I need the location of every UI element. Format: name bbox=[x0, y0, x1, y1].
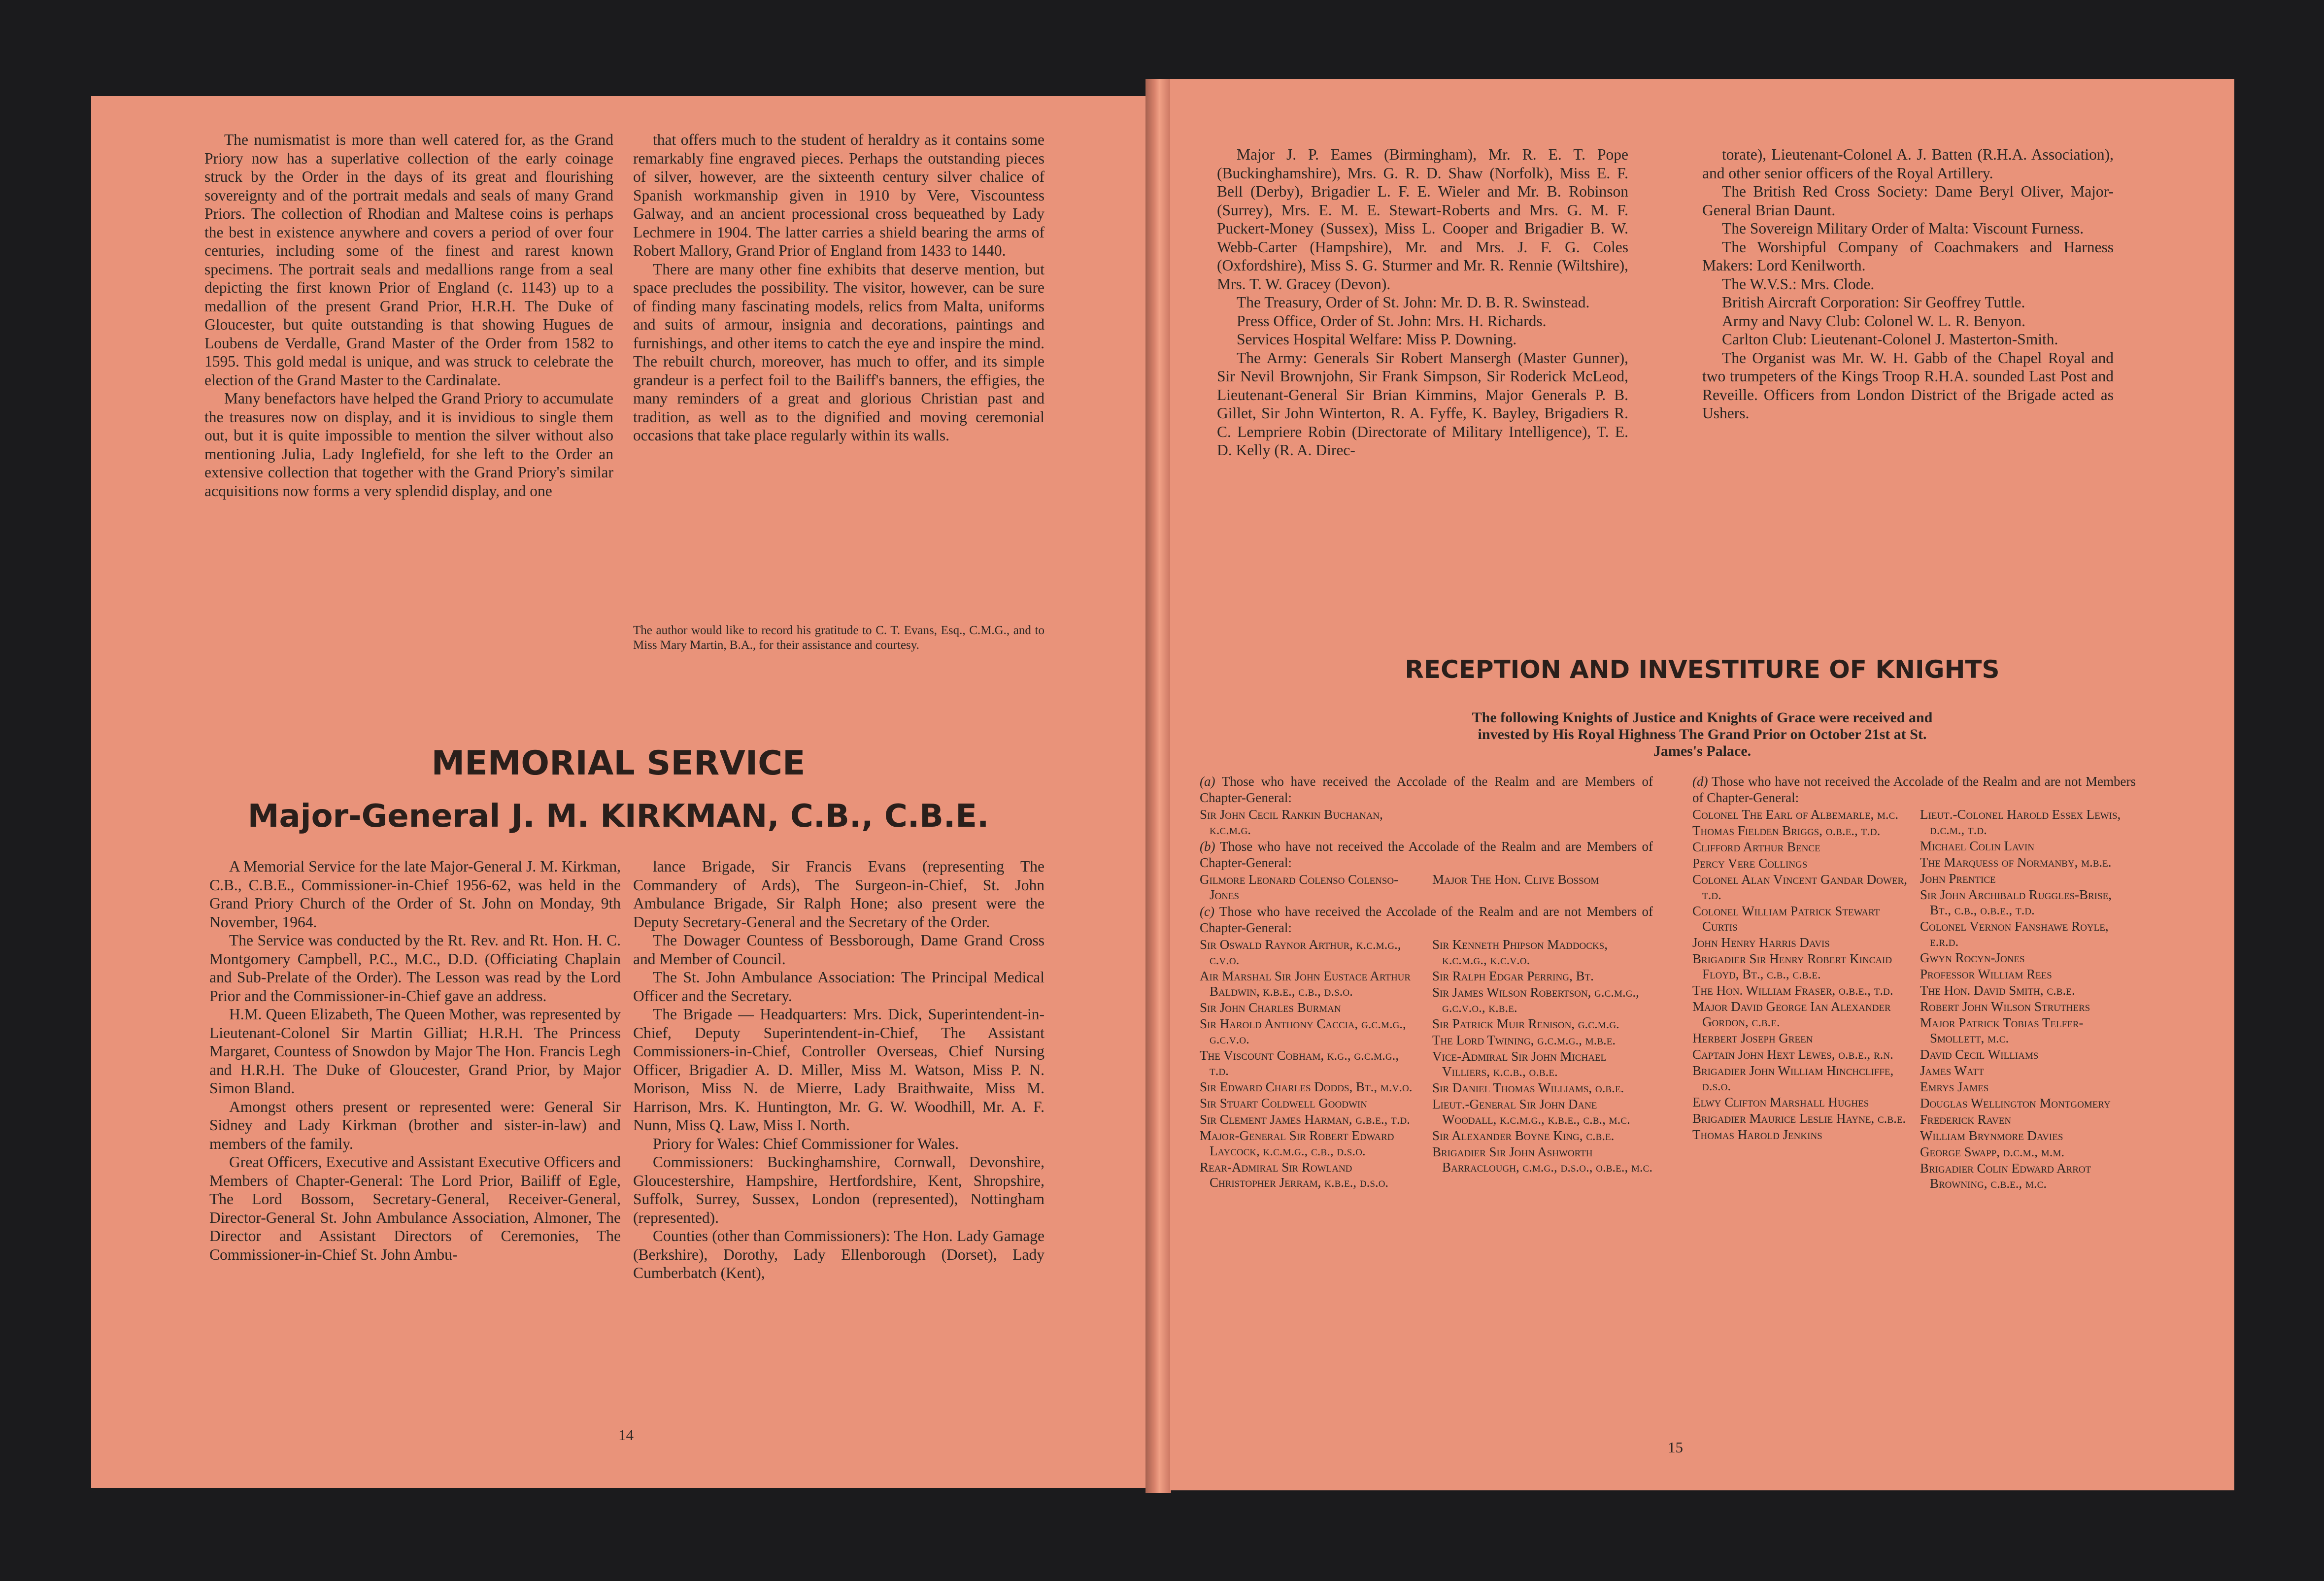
paragraph: There are many other fine exhibits that deserve mention, but space precludes the possibility. The visitor, however, can be sure of finding many fascinating models, relics from Malta, uniforms and suits of armour, insignia and decorations, paintings and furnishings, and other items to catch the eye and inspire the mind. The rebuilt church, moreover, has much to offer, and its simple grandeur is a perfect foil to the Bailiff's banners, the effigies, the many reminders of a great and glorious Christian past and tradition, as well as to the dignified and moving ceremonial occasions that take place regularly within its walls. bbox=[633, 260, 1044, 444]
knight-name: Michael Colin Lavin bbox=[1920, 839, 2035, 853]
category-description bbox=[1692, 774, 2136, 806]
knight-name: The Marquess of Normanby, m.b.e. bbox=[1920, 855, 2112, 870]
paragraph: Army and Navy Club: Colonel W. L. R. Benyon. bbox=[1722, 312, 2025, 330]
knight-name: The Hon. William Fraser, o.b.e., t.d. bbox=[1692, 983, 1893, 998]
knight-name: Thomas Harold Jenkins bbox=[1692, 1127, 1822, 1142]
knight-name: Emrys James bbox=[1920, 1079, 1989, 1094]
names-column bbox=[1432, 937, 1653, 1191]
category-letter: (d) bbox=[1692, 774, 1708, 789]
knight-name: Brigadier Colin Edward Arrot Browning, c.b.e., m.c. bbox=[1920, 1161, 2091, 1191]
knight-name: Sir James Wilson Robertson, g.c.m.g., g.c.v.o., k.b.e. bbox=[1432, 985, 1639, 1015]
knight-name: Sir John Cecil Rankin Buchanan, k.c.m.g. bbox=[1200, 807, 1383, 837]
names-column bbox=[1200, 937, 1420, 1191]
left-col-4 bbox=[633, 857, 1044, 1414]
knight-name: Douglas Wellington Montgomery bbox=[1920, 1096, 2111, 1110]
knight-name: Lieut.-General Sir John Dane Woodall, k.c.m.g., k.b.e., c.b., m.c. bbox=[1432, 1097, 1630, 1127]
paragraph: The Service was conducted by the Rt. Rev. and Rt. Hon. H. C. Montgomery Campbell, P.C., M.C., D.D. (Officiating Chaplain and Sub-Prelate of the Order). The Lesson was read by the Lord Prior and the Commissioner-in-Chief gave an address. bbox=[209, 932, 621, 1005]
knight-name: Vice-Admiral Sir John Michael Villiers, k.c.b., o.b.e. bbox=[1432, 1049, 1607, 1079]
knight-name: Sir Oswald Raynor Arthur, k.c.m.g., c.v.o. bbox=[1200, 937, 1401, 967]
knight-name: Sir John Charles Burman bbox=[1200, 1000, 1341, 1015]
knight-name: Frederick Raven bbox=[1920, 1112, 2012, 1127]
paragraph: The Brigade — Headquarters: Mrs. Dick, Superintendent-in-Chief, Deputy Superintendent-in-Chief, The Assistant Commissioners-in-Chief, Controller Overseas, Chief Nursing Officer, Brigadier A. D. Miller, Miss M. Watson, Miss P. N. Morison, Miss N. de Mierre, Lady Braithwaite, Miss M. Harrison, Mrs. K. Huntington, Mr. G. W. Woodhill, Mr. A. F. Nunn, Miss Q. Law, Miss I. North. bbox=[633, 1006, 1044, 1134]
knights-list-right bbox=[1692, 774, 2136, 1468]
category-text: Those who have not received the Accolade of the Realm and are not Members of Chapter-General: bbox=[1692, 774, 2136, 805]
paragraph: The Treasury, Order of St. John: Mr. D. B. R. Swinstead. bbox=[1237, 294, 1590, 311]
paragraph: The Worshipful Company of Coachmakers and Harness Makers: Lord Kenilworth. bbox=[1702, 238, 2114, 274]
paragraph: A Memorial Service for the late Major-General J. M. Kirkman, C.B., C.B.E., Commissioner-in-Chief 1956-62, was held in the Grand Priory Church of the Order of St. John on Monday, 9th November, 1964. bbox=[209, 858, 621, 931]
category-text: Those who have received the Accolade of the Realm and are not Members of Chapter-General: bbox=[1200, 904, 1653, 935]
category-text: Those who have not received the Accolade of the Realm and are Members of Chapter-General: bbox=[1200, 839, 1653, 870]
knight-name: Brigadier Maurice Leslie Hayne, c.b.e. bbox=[1692, 1111, 1906, 1126]
names-columns bbox=[1692, 807, 2136, 1192]
author-credit: The author would like to record his gratitude to C. T. Evans, Esq., C.M.G., and to Miss Mary Martin, B.A., for their assistance and courtesy. bbox=[633, 624, 1044, 652]
left-col-2 bbox=[633, 131, 1044, 604]
paragraph: Press Office, Order of St. John: Mrs. H. Richards. bbox=[1237, 312, 1547, 330]
knight-name: Gwyn Rocyn-Jones bbox=[1920, 950, 2025, 965]
knight-name: Sir John Archibald Ruggles-Brise, Bt., c.b., o.b.e., t.d. bbox=[1920, 887, 2112, 917]
knight-name: Sir Harold Anthony Caccia, g.c.m.g., g.c.v.o. bbox=[1200, 1016, 1406, 1046]
knight-name: Clifford Arthur Bence bbox=[1692, 840, 1820, 854]
knight-name: The Hon. David Smith, c.b.e. bbox=[1920, 983, 2075, 998]
paragraph: The British Red Cross Society: Dame Beryl Oliver, Major-General Brian Daunt. bbox=[1702, 183, 2114, 219]
knight-name: Brigadier John William Hinchcliffe, d.s.o. bbox=[1692, 1063, 1894, 1093]
knight-name: Lieut.-Colonel Harold Essex Lewis, d.c.m., t.d. bbox=[1920, 807, 2121, 837]
knight-name: James Watt bbox=[1920, 1063, 1984, 1078]
memorial-subheading: Major-General J. M. KIRKMAN, C.B., C.B.E. bbox=[247, 798, 989, 835]
knight-name: David Cecil Williams bbox=[1920, 1047, 2039, 1062]
names-column bbox=[1432, 872, 1653, 904]
knight-name: Sir Clement James Harman, g.b.e., t.d. bbox=[1200, 1112, 1410, 1127]
knight-name: Major-General Sir Robert Edward Laycock, k.c.m.g., c.b., d.s.o. bbox=[1200, 1128, 1394, 1158]
paragraph: Major J. P. Eames (Birmingham), Mr. R. E. T. Pope (Buckinghamshire), Mrs. G. R. D. Shaw (Norfolk), Miss E. F. Bell (Derby), Brigadier L. F. E. Wieler and Mr. B. Robinson (Surrey), Mrs. E. M. E. Stewart-Roberts and Mrs. G. M. F. Puckert-Money (Sussex), Miss L. Cooper and Brigadier B. W. Webb-Carter (Hampshire), Mr. and Mrs. J. F. G. Coles (Oxfordshire), Miss S. G. Sturmer and Mr. R. Rennie (Wiltshire), Mrs. T. W. Gracey (Devon). bbox=[1217, 146, 1628, 293]
right-col-1 bbox=[1217, 145, 1628, 604]
knight-name: Rear-Admiral Sir Rowland Christopher Jerram, k.b.e., d.s.o. bbox=[1200, 1160, 1389, 1190]
names-columns bbox=[1200, 872, 1653, 904]
category-letter: (a) bbox=[1200, 774, 1215, 789]
category-description bbox=[1200, 904, 1653, 936]
knight-name: Colonel Vernon Fanshawe Royle, e.r.d. bbox=[1920, 919, 2109, 949]
paragraph: The St. John Ambulance Association: The Principal Medical Officer and the Secretary. bbox=[633, 969, 1044, 1005]
paragraph: lance Brigade, Sir Francis Evans (representing The Commandery of Ards), The Surgeon-in-Chief, St. John Ambulance Brigade, Sir Ralph Hone; also present were the Deputy Secretary-General and the Secretary of the Order. bbox=[633, 858, 1044, 931]
paragraph: The Dowager Countess of Bessborough, Dame Grand Cross and Member of Council. bbox=[633, 932, 1044, 968]
names-columns bbox=[1200, 937, 1653, 1191]
paragraph: H.M. Queen Elizabeth, The Queen Mother, was represented by Lieutenant-Colonel Sir Martin Gilliat; H.R.H. The Princess Margaret, Countess of Snowdon by Major The Hon. Francis Legh and H.R.H. The Duke of Gloucester, Grand Prior, by Major Simon Bland. bbox=[209, 1006, 621, 1097]
knight-name: Gilmore Leonard Colenso Colenso-Jones bbox=[1200, 872, 1399, 902]
knight-name: Sir Stuart Coldwell Goodwin bbox=[1200, 1096, 1367, 1110]
knight-name: Colonel The Earl of Albemarle, m.c. bbox=[1692, 807, 1899, 822]
paragraph: torate), Lieutenant-Colonel A. J. Batten (R.H.A. Association), and other senior officers of the Royal Artillery. bbox=[1702, 146, 2114, 182]
paragraph: Great Officers, Executive and Assistant Executive Officers and Members of Chapter-General: The Lord Prior, Bailiff of Egle, The Lord Bossom, Secretary-General, Receiver-General, Director-General St. John Ambulance Association, Almoner, The Director and Assistant Directors of Ceremonies, The Commissioner-in-Chief St. John Ambu- bbox=[209, 1153, 621, 1263]
reception-heading: RECEPTION AND INVESTITURE OF KNIGHTS bbox=[1405, 655, 2000, 684]
category-description bbox=[1200, 774, 1653, 806]
right-page bbox=[1170, 79, 2234, 1490]
category-letter: (b) bbox=[1200, 839, 1215, 854]
paragraph: Amongst others present or represented were: General Sir Sidney and Lady Kirkman (brother and sister-in-law) and members of the family. bbox=[209, 1098, 621, 1152]
right-col-2 bbox=[1702, 145, 2114, 604]
memorial-heading: MEMORIAL SERVICE bbox=[431, 744, 806, 783]
knight-name: Sir Patrick Muir Renison, g.c.m.g. bbox=[1432, 1016, 1619, 1031]
page-number-left: 14 bbox=[618, 1426, 634, 1444]
knight-name: John Henry Harris Davis bbox=[1692, 935, 1830, 950]
left-col-1 bbox=[204, 131, 613, 687]
paragraph: The Army: Generals Sir Robert Mansergh (Master Gunner), Sir Nevil Brownjohn, Sir Frank Simpson, Sir Roderick McLeod, Lieutenant-General Sir Brian Kimmins, Major Generals P. B. Gillet, Sir John Winterton, R. A. Fyffe, K. Bayley, Brigadiers R. C. Lempriere Robin (Directorate of Military Intelligence), T. E. D. Kelly (R. A. Direc- bbox=[1217, 349, 1628, 459]
knight-name: Major David George Ian Alexander Gordon, c.b.e. bbox=[1692, 999, 1891, 1029]
knight-name: Brigadier Sir Henry Robert Kincaid Floyd, Bt., c.b., c.b.e. bbox=[1692, 951, 1892, 981]
paragraph: British Aircraft Corporation: Sir Geoffrey Tuttle. bbox=[1722, 294, 2025, 311]
knight-name: Air Marshal Sir John Eustace Arthur Baldwin, k.b.e., c.b., d.s.o. bbox=[1200, 969, 1411, 999]
knight-name: Colonel William Patrick Stewart Curtis bbox=[1692, 904, 1880, 934]
knight-name: Major Patrick Tobias Telfer-Smollett, m.c. bbox=[1920, 1015, 2084, 1045]
paragraph: Services Hospital Welfare: Miss P. Downing. bbox=[1237, 331, 1517, 348]
names-column bbox=[1200, 872, 1420, 904]
paragraph: The Sovereign Military Order of Malta: Viscount Furness. bbox=[1722, 220, 2084, 237]
knights-list-left bbox=[1200, 774, 1653, 1468]
paragraph: Many benefactors have helped the Grand Priory to accumulate the treasures now on display, and it is invidious to single them out, but it is quite impossible to mention the silver without also mentioning Julia, Lady Inglefield, for she left to the Order an extensive collection that together with the Grand Priory's similar acquisitions now forms a very splendid display, and one bbox=[204, 390, 613, 500]
knight-name: Major The Hon. Clive Bossom bbox=[1432, 872, 1599, 887]
knight-name: Sir Alexander Boyne King, c.b.e. bbox=[1432, 1128, 1615, 1143]
paragraph: The numismatist is more than well catered for, as the Grand Priory now has a superlative collection of the early coinage struck by the Order in the days of its great and flourishing sovereignty and of the portrait medals and seals of many Grand Priors. The collection of Rhodian and Maltese coins is perhaps the best in existence anywhere and covers a period of over four centuries, including some of the finest and rarest known specimens. The portrait seals and medallions range from a seal depicting the first known Prior of England (c. 1143) up to a medallion of the present Grand Prior, H.R.H. The Duke of Gloucester, but quite outstanding is that showing Hugues de Loubens de Verdalle, Grand Master of the Order from 1582 to 1595. This gold medal is unique, and was struck to celebrate the election of the Grand Master to the Cardinalate. bbox=[204, 131, 613, 389]
paragraph: Commissioners: Buckinghamshire, Cornwall, Devonshire, Gloucestershire, Hampshire, Hertfordshire, Kent, Shropshire, Suffolk, Surrey, Sussex, London (represented), Nottingham (represented). bbox=[633, 1153, 1044, 1226]
knight-name: Sir Daniel Thomas Williams, o.b.e. bbox=[1432, 1080, 1624, 1095]
page-number-right: 15 bbox=[1668, 1439, 1683, 1456]
category-letter: (c) bbox=[1200, 904, 1214, 919]
knight-name: Captain John Hext Lewes, o.b.e., r.n. bbox=[1692, 1047, 1893, 1062]
knight-name: Elwy Clifton Marshall Hughes bbox=[1692, 1095, 1869, 1110]
names-columns bbox=[1200, 807, 1653, 839]
paragraph: Priory for Wales: Chief Commissioner for Wales. bbox=[653, 1135, 959, 1152]
knight-name: Percy Vere Collings bbox=[1692, 856, 1808, 871]
knight-name: John Prentice bbox=[1920, 871, 1996, 886]
knight-name: Robert John Wilson Struthers bbox=[1920, 999, 2090, 1014]
knight-name: Sir Edward Charles Dodds, Bt., m.v.o. bbox=[1200, 1079, 1413, 1094]
paragraph: Counties (other than Commissioners): The Hon. Lady Gamage (Berkshire), Dorothy, Lady Ellenborough (Dorset), Lady Cumberbatch (Kent), bbox=[633, 1227, 1044, 1281]
knight-name: Thomas Fielden Briggs, o.b.e., t.d. bbox=[1692, 823, 1881, 838]
names-column bbox=[1200, 807, 1420, 839]
names-column bbox=[1692, 807, 1908, 1192]
knight-name: Brigadier Sir John Ashworth Barraclough, c.m.g., d.s.o., o.b.e., m.c. bbox=[1432, 1144, 1653, 1175]
knight-name: Colonel Alan Vincent Gandar Dower, t.d. bbox=[1692, 872, 1907, 902]
category-description bbox=[1200, 839, 1653, 871]
category-text: Those who have received the Accolade of the Realm and are Members of Chapter-General: bbox=[1200, 774, 1653, 805]
knight-name: Sir Ralph Edgar Perring, Bt. bbox=[1432, 969, 1594, 983]
paragraph: The Organist was Mr. W. H. Gabb of the Chapel Royal and two trumpeters of the Kings Troop R.H.A. sounded Last Post and Reveille. Officers from London District of the Brigade acted as Ushers. bbox=[1702, 349, 2114, 422]
names-column bbox=[1432, 807, 1653, 839]
knight-name: George Swapp, d.c.m., m.m. bbox=[1920, 1144, 2065, 1159]
paragraph: Carlton Club: Lieutenant-Colonel J. Masterton-Smith. bbox=[1722, 331, 2058, 348]
knight-name: Sir Kenneth Phipson Maddocks, k.c.m.g., k.c.v.o. bbox=[1432, 937, 1608, 967]
knight-name: The Viscount Cobham, k.g., g.c.m.g., t.d. bbox=[1200, 1048, 1399, 1078]
book-spine bbox=[1145, 79, 1171, 1493]
reception-intro: The following Knights of Justice and Knights of Grace were received and invested by His Royal Highness The Grand Prior on October 21st at St. James's Palace. bbox=[1472, 709, 1933, 759]
paragraph: The W.V.S.: Mrs. Clode. bbox=[1722, 275, 1875, 293]
knight-name: Professor William Rees bbox=[1920, 967, 2052, 981]
paragraph: that offers much to the student of heraldry as it contains some remarkably fine engraved pieces. Perhaps the outstanding pieces of silver, however, are the sixteenth century silver chalice of Spanish workmanship given in 1910 by Vere, Viscountess Galway, and an ancient processional cross bequeathed by Lady Lechmere in 1904. The latter carries a shield bearing the arms of Robert Mallory, Grand Prior of England from 1433 to 1440. bbox=[633, 131, 1044, 259]
knight-name: Herbert Joseph Green bbox=[1692, 1031, 1813, 1045]
knight-name: The Lord Twining, g.c.m.g., m.b.e. bbox=[1432, 1033, 1616, 1047]
left-page bbox=[91, 96, 1145, 1488]
knight-name: William Brynmore Davies bbox=[1920, 1128, 2063, 1143]
left-col-3 bbox=[209, 857, 621, 1414]
names-column bbox=[1920, 807, 2136, 1192]
